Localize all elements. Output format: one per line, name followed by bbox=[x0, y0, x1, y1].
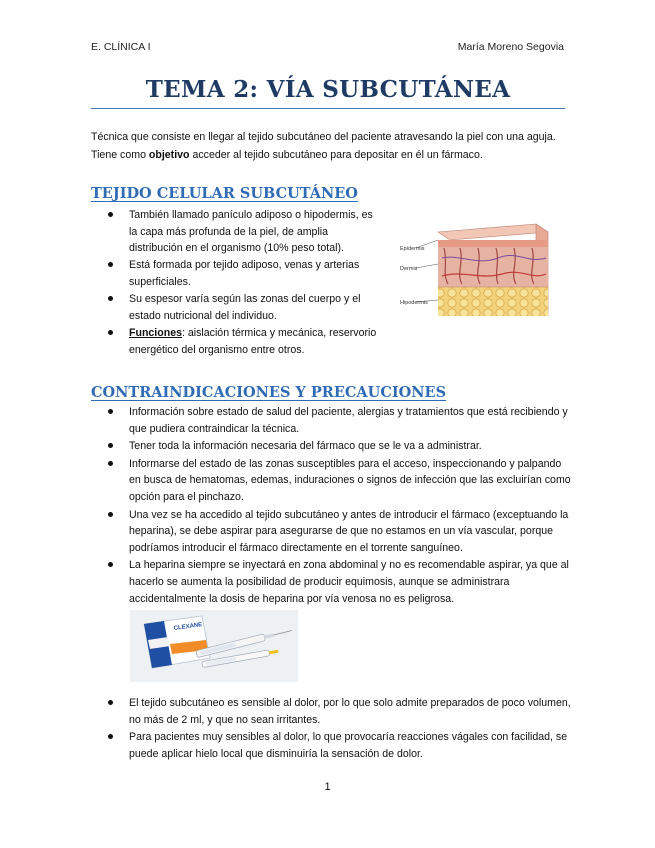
intro-objective: objetivo bbox=[148, 149, 190, 161]
list-item: Está formada por tejido adiposo, venas y arterias superficiales. bbox=[91, 257, 381, 290]
label-hipodermis: Hipodermis bbox=[400, 300, 428, 306]
intro-line-2-post: acceder al tejido subcutáneo para depositar en él un fármaco. bbox=[189, 149, 483, 161]
intro-paragraph bbox=[91, 128, 571, 164]
list-item-funciones bbox=[91, 325, 381, 358]
clexane-brand: CLEXANE bbox=[173, 622, 203, 632]
tejido-list bbox=[91, 207, 381, 359]
intro-line-2-pre: Tiene como bbox=[91, 149, 149, 161]
list-item: Una vez se ha accedido al tejido subcutáneo y antes de introducir el fármaco (exceptuando la heparina), se debe aspirar para asegurarse de que no estamos en un vía vascular, porque podríamos introducir el fármaco directamente en el torrente sanguíneo. bbox=[91, 507, 571, 557]
list-item: Información sobre estado de salud del paciente, alergias y tratamientos que está recibiendo y que pudiera contraindicar la técnica. bbox=[91, 404, 571, 437]
label-epidermis: Epidermis bbox=[400, 246, 425, 252]
intro-line-2 bbox=[91, 146, 571, 164]
intro-line-1: Técnica que consiste en llegar al tejido subcutáneo del paciente atravesando la piel con una aguja. bbox=[91, 131, 556, 143]
page-title: TEMA 2: VÍA SUBCUTÁNEA bbox=[145, 76, 511, 103]
page-number: 1 bbox=[324, 781, 331, 793]
list-item: Tener toda la información necesaria del fármaco que se le va a administrar. bbox=[91, 438, 571, 455]
funciones-text: : aislación térmica y mecánica, reservorio energético del organismo entre otros. bbox=[129, 326, 377, 356]
title-rule bbox=[91, 108, 565, 109]
list-item: Para pacientes muy sensibles al dolor, lo que provocaría reacciones vágales con facilidad, se puede aplicar hielo local que disminuiría la sensación de dolor. bbox=[91, 729, 571, 762]
funciones-label: Funciones bbox=[129, 326, 182, 339]
list-item: El tejido subcutáneo es sensible al dolor, por lo que solo admite preparados de poco volumen, no más de 2 ml, y que no sean irritantes. bbox=[91, 695, 571, 728]
list-item: Informarse del estado de las zonas susceptibles para el acceso, inspeccionando y palpando en busca de hematomas, edemas, induraciones o signos de infección que las excluirían como opción para el pinchazo. bbox=[91, 456, 571, 506]
section-heading-tejido: TEJIDO CELULAR SUBCUTÁNEO bbox=[91, 185, 358, 202]
list-item: La heparina siempre se inyectará en zona abdominal y no es recomendable aspirar, ya que al hacerlo se aumenta la posibilidad de producir equimosis, aunque se administrara accidentalmente la dosis de heparina por vía venosa no es peligrosa. bbox=[91, 557, 571, 607]
clexane-syringe-figure bbox=[130, 610, 298, 682]
section-heading-contraindicaciones: CONTRAINDICACIONES Y PRECAUCIONES bbox=[91, 384, 447, 401]
contraindicaciones-list bbox=[91, 404, 571, 608]
header-right: María Moreno Segovia bbox=[457, 41, 564, 53]
skin-layers-figure bbox=[398, 218, 556, 326]
contraindicaciones-list-continued bbox=[91, 695, 571, 763]
list-item: Su espesor varía según las zonas del cuerpo y el estado nutricional del individuo. bbox=[91, 291, 381, 324]
label-dermis: Dermis bbox=[400, 266, 418, 272]
header-left: E. CLÍNICA I bbox=[91, 41, 151, 53]
list-item: También llamado panículo adiposo o hipodermis, es la capa más profunda de la piel, de amplia distribución en el organismo (10% peso total). bbox=[91, 207, 381, 257]
